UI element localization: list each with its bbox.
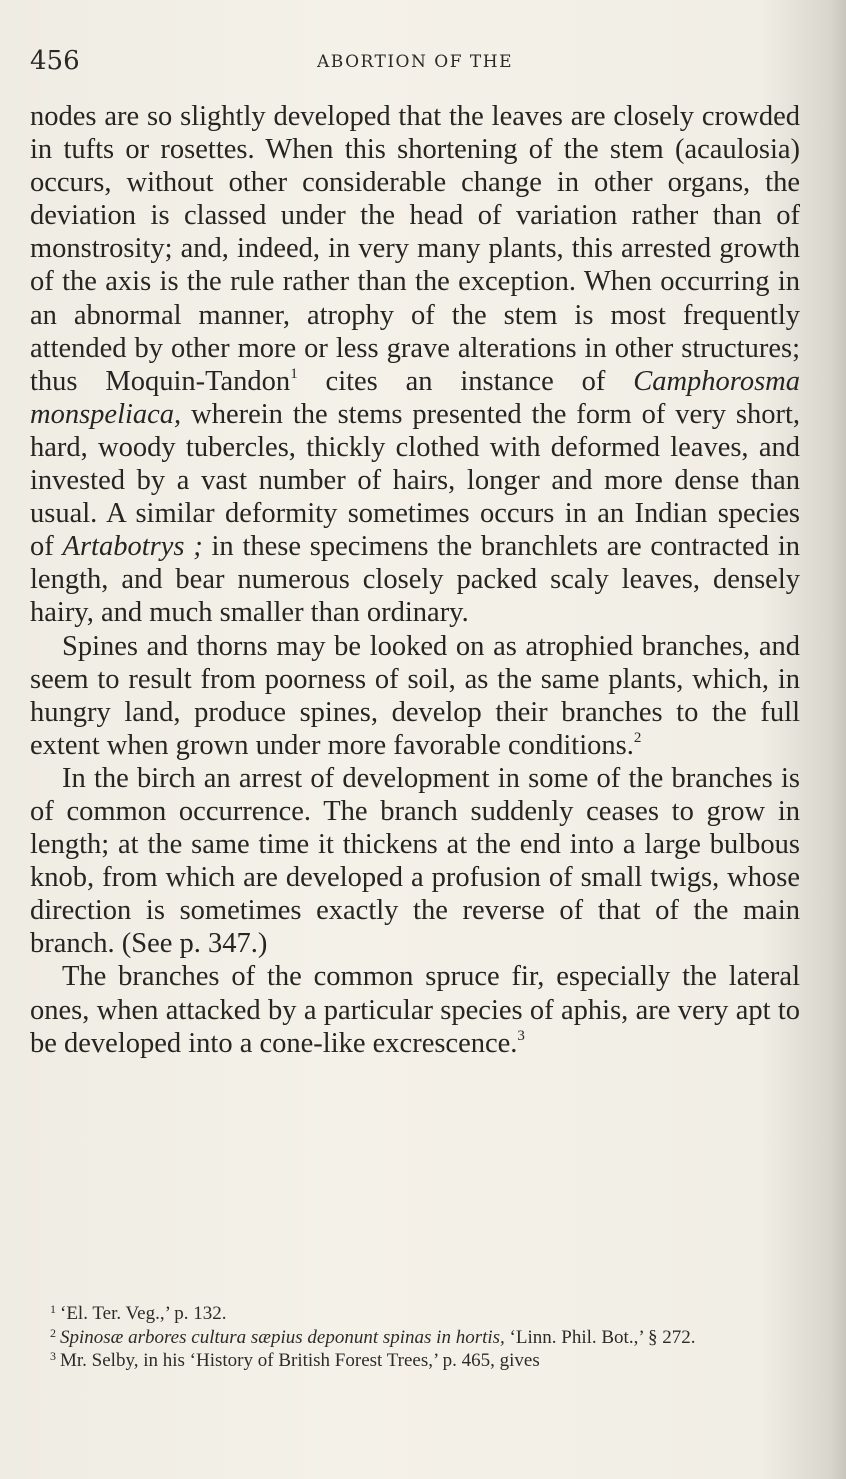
footnote-3-mark: 3 — [50, 1349, 56, 1363]
paragraph-1-text-d: in these specimens the branchlets are contracted in length, and bear numerous closely packed scaly leaves, densely hairy, and much smaller than ordinary. — [30, 531, 800, 629]
page-header — [30, 44, 800, 84]
paragraph-4 — [30, 960, 800, 1059]
paragraph-3-text: In the birch an arrest of development in some of the branches is of common occurrence. The branch suddenly ceases to grow in length; at the same time it thickens at the end into a large bulbous knob, from which are developed a profusion of small twigs, whose direction is sometimes exactly the reverse of that of the main branch. (See p. 347.) — [30, 762, 800, 960]
footnote-ref-1: 1 — [290, 365, 298, 382]
footnote-2 — [30, 1326, 800, 1350]
paragraph-1 — [30, 100, 800, 630]
paragraph-2-text: Spines and thorns may be looked on as atrophied branches, and seem to result from poorness of soil, as the same plants, which, in hungry land, produce spines, develop their branches to the full extent when grown under more favorable conditions. — [30, 630, 800, 761]
footnote-2-mark: 2 — [50, 1325, 56, 1340]
paragraph-1-text-b: cites an instance of — [297, 365, 634, 397]
footnote-ref-3: 3 — [517, 1027, 525, 1044]
footnotes — [30, 1302, 800, 1373]
footnote-1 — [30, 1302, 800, 1326]
italic-artabotrys: Artabotrys ; — [62, 531, 203, 563]
footnote-1-text: ‘El. Ter. Veg.,’ p. 132. — [60, 1303, 227, 1324]
paragraph-1-text-a: nodes are so slightly developed that the leaves are closely crowded in tufts or rosettes. When this shortening of the stem (acaulosia) occurs, without other considerable change in other organs, the deviation is classed under the head of variation rather than of monstrosity; and, indeed, in very many plants, this arrested growth of the axis is the rule rather than the exception. When occurring in an abnormal manner, atrophy of the stem is most frequently attended by other more or less grave alterations in other structures; thus Moquin-Tandon — [30, 101, 800, 397]
footnote-2-text: ‘Linn. Phil. Bot.,’ § 272. — [504, 1326, 696, 1348]
footnote-1-mark: 1 — [50, 1302, 56, 1316]
paragraph-4-text: The branches of the common spruce fir, especially the lateral ones, when attacked by a particular species of aphis, are very apt to be developed into a cone-like excrescence. — [30, 961, 800, 1059]
footnote-ref-2: 2 — [633, 729, 642, 746]
body-text — [30, 100, 800, 1060]
paragraph-3 — [30, 762, 800, 961]
paragraph-2 — [30, 630, 800, 762]
footnote-3 — [30, 1349, 800, 1373]
italic-camphorosma: Camphorosma monspeliaca, — [30, 365, 801, 430]
paragraph-1-text-c: wherein the stems presented the form of very short, hard, woody tubercles, thickly clothed with deformed leaves, and invested by a vast number of hairs, longer and more dense than usual. A similar deformity sometimes occurs in an Indian species of — [30, 398, 800, 563]
page-number: 456 — [30, 46, 80, 76]
footnote-2-italic: Spinosæ arbores cultura sæpius deponunt spinas in hortis, — [60, 1326, 505, 1348]
footnote-3-text: Mr. Selby, in his ‘History of British Forest Trees,’ p. 465, gives — [60, 1350, 540, 1371]
running-head: ABORTION OF THE — [316, 52, 513, 72]
